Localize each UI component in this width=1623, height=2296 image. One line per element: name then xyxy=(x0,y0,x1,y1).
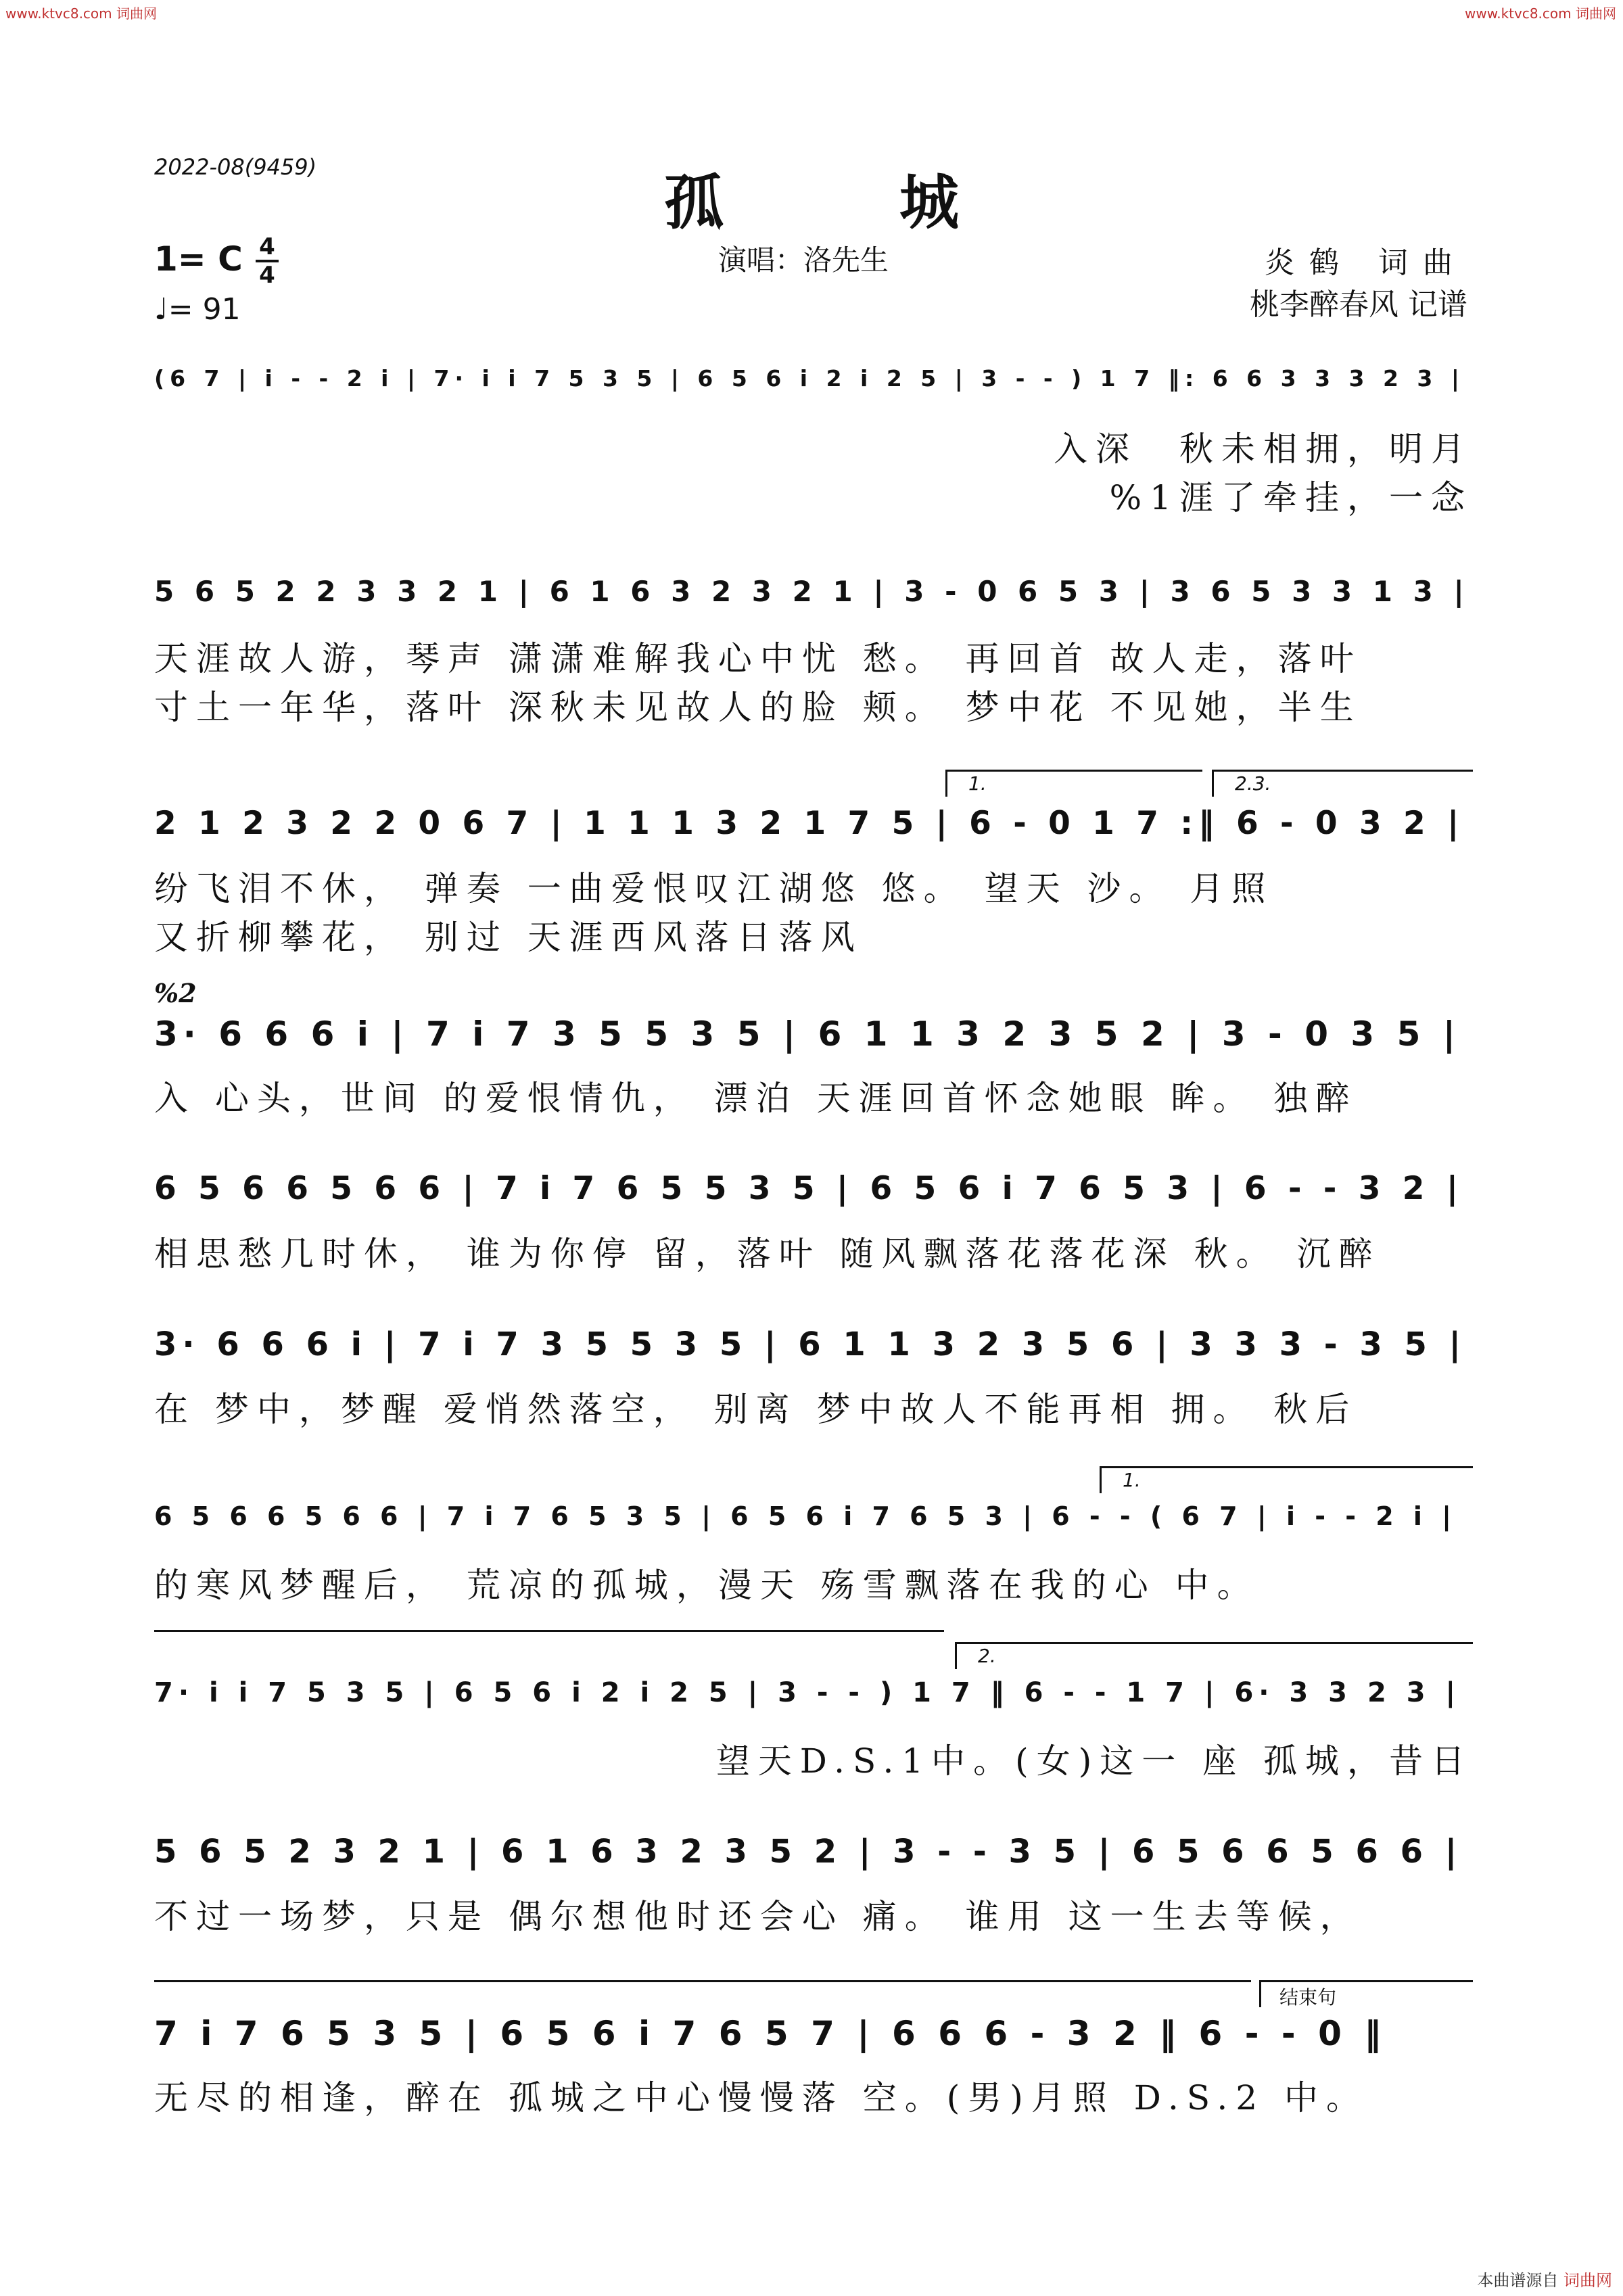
ending-bracket-2 xyxy=(955,1642,1473,1644)
composer-credit: 炎鹤 词曲 xyxy=(1265,245,1467,280)
score-row-4 xyxy=(154,1014,1473,1123)
lyric-line: 无尽的相逢，醉在 孤城之中心慢慢落 空。(男)月照 D.S.2 中。 xyxy=(154,2078,1368,2117)
ending-bracket-1 xyxy=(945,770,1202,772)
time-signature-top: 4 xyxy=(259,233,275,260)
notation-line: 7 i 7 6 5 3 5 | 6 5 6 i 7 6 5 7 | 6 6 6 - 3 2 ‖ 6 - - 0 ‖ xyxy=(154,2014,1387,2053)
lyric-verse-2: %1涯了牵挂，一念 xyxy=(1109,478,1473,517)
notation-line: 6 5 6 6 5 6 6 | 7 i 7 6 5 3 5 | 6 5 6 i 7 6 5 3 | 6 - - ( 6 7 | i - - 2 i | xyxy=(154,1501,1457,1531)
ending-bracket-2 xyxy=(1212,770,1473,772)
time-signature xyxy=(256,235,279,287)
lyric-verse-1: 入深 秋未相拥，明月 xyxy=(1054,429,1473,469)
transcriber-credit: 桃李醉春风 记谱 xyxy=(1250,287,1467,322)
ending-bracket-2-left xyxy=(955,1642,957,1669)
song-title: 孤城 xyxy=(663,167,1135,237)
score-row-1 xyxy=(154,365,1473,521)
notation-line: 6 5 6 6 5 6 6 | 7 i 7 6 5 5 3 5 | 6 5 6 i 7 6 5 3 | 6 - - 3 2 | xyxy=(154,1170,1464,1207)
lyric-line: 在 梦中，梦醒 爱悄然落空， 别离 梦中故人不能再相 拥。 秋后 xyxy=(154,1390,1358,1429)
notation-line: 5 6 5 2 3 2 1 | 6 1 6 3 2 3 5 2 | 3 - - 3 5 | 6 5 6 6 5 6 6 | xyxy=(154,1833,1463,1871)
watermark-top-right: www.ktvc8.com 词曲网 xyxy=(1464,5,1616,22)
singer-credit: 演唱：洛先生 xyxy=(718,243,889,277)
notation-line: 2 1 2 3 2 2 0 6 7 | 1 1 1 3 2 1 7 5 | 6 - 0 1 7 :‖ 6 - 0 3 2 | xyxy=(154,805,1465,842)
lyric-verse-1: 纷飞泪不休， 弹奏 一曲爱恨叹江湖悠 悠。 望天 沙。 月照 xyxy=(154,869,1274,908)
coda-bracket xyxy=(1259,1980,1473,1982)
ending-bracket-1-left xyxy=(945,770,947,797)
notation-line: 3· 6 6 6 i | 7 i 7 3 5 5 3 5 | 6 1 1 3 2 3 5 6 | 3 3 3 - 3 5 | xyxy=(154,1326,1467,1363)
lyric-verse-2: 又折柳攀花， 别过 天涯西风落日落风 xyxy=(154,918,863,957)
ending-label-1: 1. xyxy=(1123,1469,1141,1491)
notation-line: 3· 6 6 6 i | 7 i 7 3 5 5 3 5 | 6 1 1 3 2 3 5 2 | 3 - 0 3 5 | xyxy=(154,1014,1461,1054)
watermark-source-label: 本曲谱源自 xyxy=(1477,2271,1559,2290)
score-row-8 xyxy=(154,1677,1473,1785)
lyric-line: 入 心头，世间 的爱恨情仇， 漂泊 天涯回首怀念她眼 眸。 独醉 xyxy=(154,1079,1358,1118)
ending-bracket-2-left xyxy=(1212,770,1214,797)
lyric-line: 不过一场梦，只是 偶尔想他时还会心 痛。 谁用 这一生去等候， xyxy=(154,1897,1362,1936)
ending-bracket-1-left xyxy=(1100,1466,1102,1493)
lyric-line: 相思愁几时休， 谁为你停 留，落叶 随风飘落花落花深 秋。 沉醉 xyxy=(154,1234,1381,1273)
ending-label-1: 1. xyxy=(968,772,987,795)
score-row-9 xyxy=(154,1833,1473,1941)
ending-label-2: 2.3. xyxy=(1235,772,1271,795)
segno-mark-2: %2 xyxy=(154,978,197,1008)
lyric-verse-2: 寸土一年华，落叶 深秋未见故人的脸 颊。 梦中花 不见她，半生 xyxy=(154,688,1362,727)
watermark-bottom-right xyxy=(1477,2267,1612,2291)
coda-label: 结束句 xyxy=(1279,1986,1337,2009)
score-code: 2022-08(9459) xyxy=(154,154,317,180)
score-row-10 xyxy=(154,2014,1473,2122)
lyric-verse-1: 天涯故人游，琴声 潇潇难解我心中忧 愁。 再回首 故人走，落叶 xyxy=(154,639,1362,678)
lyric-line: 的寒风梦醒后， 荒凉的孤城，漫天 殇雪飘落在我的心 中。 xyxy=(154,1566,1259,1605)
notation-line: 5 6 5 2 2 3 3 2 1 | 6 1 6 3 2 3 2 1 | 3 - 0 6 5 3 | 3 6 5 3 3 1 3 | xyxy=(154,575,1469,608)
ending-bracket-1 xyxy=(1100,1466,1473,1468)
tempo-marking: ♩= 91 xyxy=(154,292,241,327)
ending-bracket-1-continued xyxy=(154,1630,944,1632)
notation-line: 7· i i 7 5 3 5 | 6 5 6 i 2 i 2 5 | 3 - - ) 1 7 ‖ 6 - - 1 7 | 6· 3 3 2 3 | xyxy=(154,1677,1461,1708)
coda-bracket-left xyxy=(1259,1980,1261,2007)
key-signature: 1= C xyxy=(154,239,243,279)
score-row-3 xyxy=(154,805,1473,960)
ending-label-2: 2. xyxy=(978,1645,996,1667)
ending-bracket-2-continued xyxy=(154,1980,1251,1982)
notation-line: (6 7 | i - - 2 i | 7· i i 7 5 3 5 | 6 5 6 i 2 i 2 5 | 3 - - ) 1 7 ‖: 6 6 3 3 3 2 3 | xyxy=(154,365,1465,392)
lyric-line: 望天D.S.1中。(女)这一 座 孤城，昔日 xyxy=(715,1741,1473,1781)
score-row-6 xyxy=(154,1326,1473,1434)
score-row-7 xyxy=(154,1501,1473,1610)
time-signature-bottom: 4 xyxy=(259,262,275,289)
watermark-site-name: 词曲网 xyxy=(1563,2271,1612,2290)
score-row-2 xyxy=(154,575,1473,730)
watermark-top-left: www.ktvc8.com 词曲网 xyxy=(5,5,158,22)
score-row-5 xyxy=(154,1170,1473,1278)
